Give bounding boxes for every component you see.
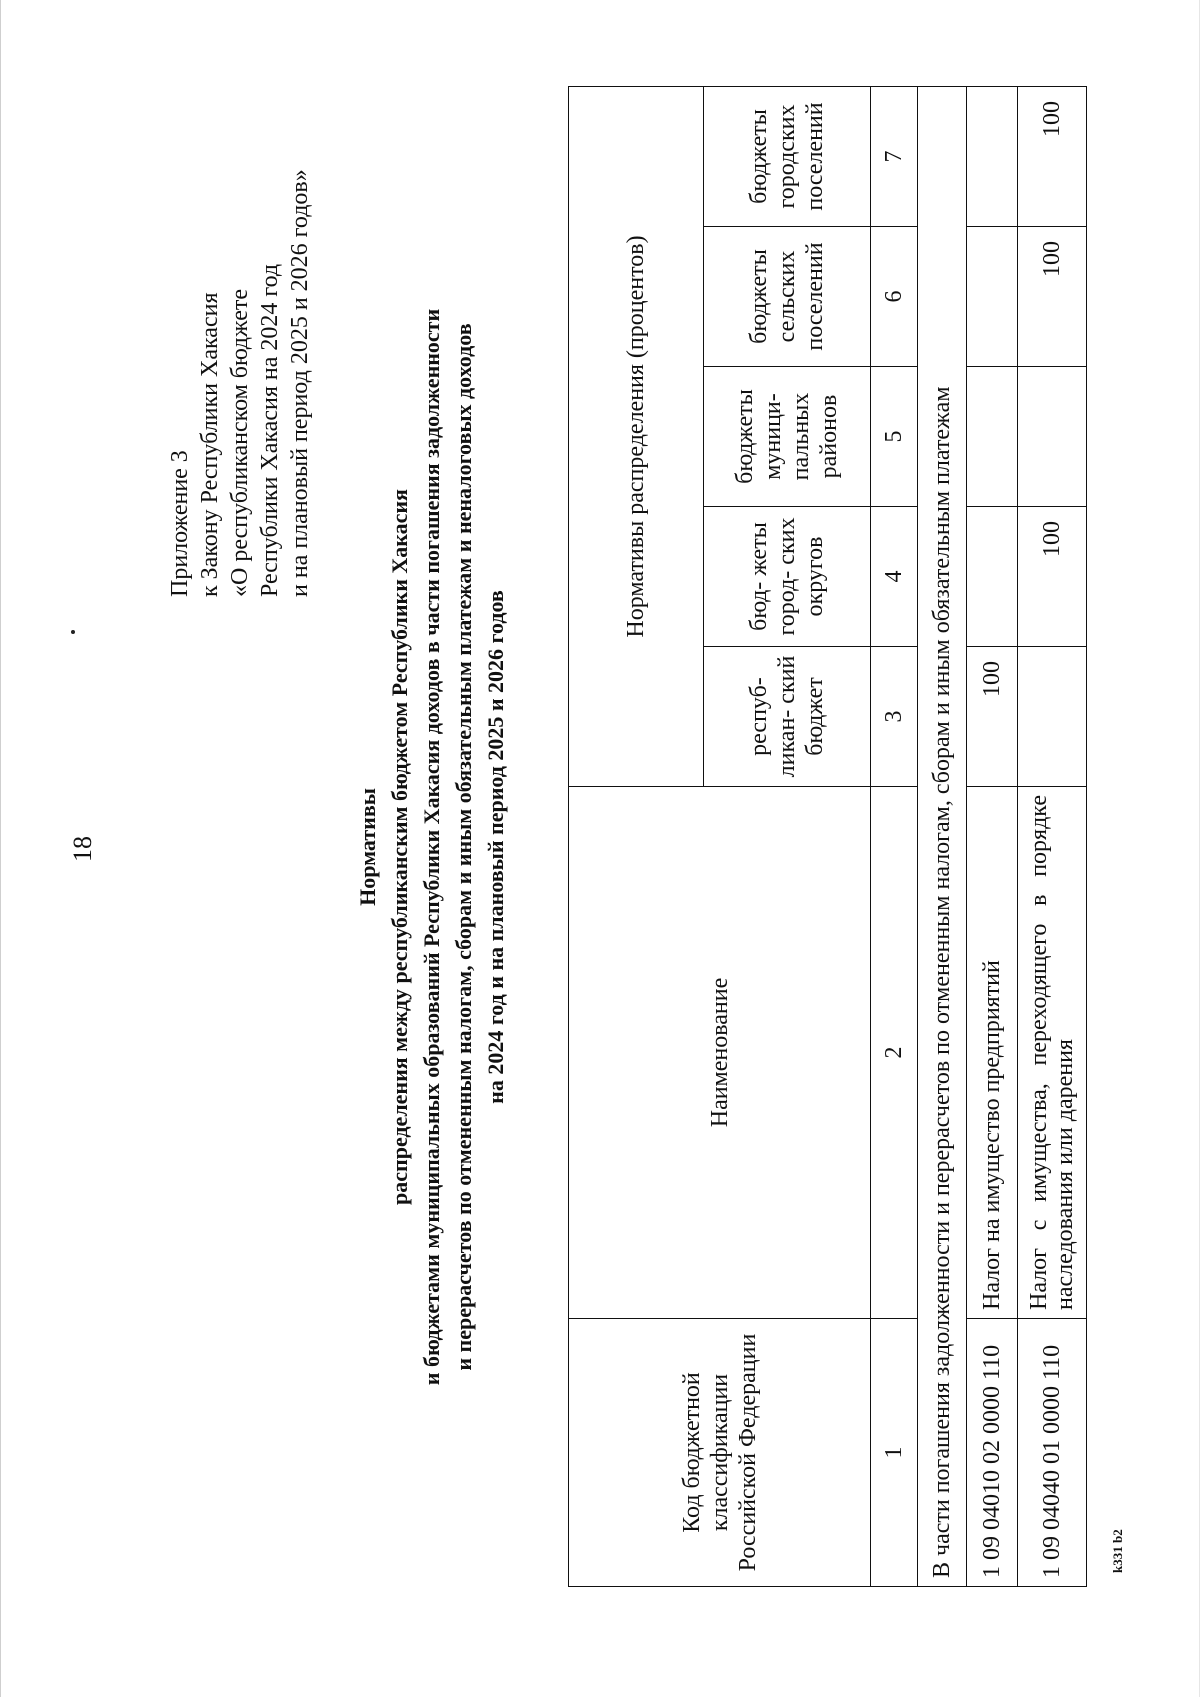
annex-caption: [165, 37, 315, 597]
header-urban-settlements: бюджеты городских поселений: [704, 86, 871, 226]
header-rural-settlements: бюджеты сельских поселений: [704, 227, 871, 367]
header-name: Наименование: [569, 787, 871, 1319]
table-row: [1018, 86, 1087, 1586]
header-norms-group: Нормативы распределения (процентов): [569, 86, 704, 786]
column-number: 2: [871, 787, 918, 1319]
header-code: Код бюджетной классификации Российской Федерации: [569, 1319, 871, 1587]
section-title: В части погашения задолженности и перерасчетов по отмененным налогам, сборам и иным обязательным платежам: [918, 86, 967, 1586]
header-municipal-districts: бюджеты муници- пальных районов: [704, 367, 871, 507]
table-row: [967, 86, 1018, 1586]
annex-line: и на плановый период 2025 и 2026 годов»: [287, 169, 313, 597]
title-heading: Нормативы: [355, 788, 380, 906]
column-number: 1: [871, 1319, 918, 1587]
row-city-districts: 100: [1018, 507, 1087, 647]
column-number: 7: [871, 86, 918, 226]
row-municipal-districts: [967, 367, 1018, 507]
document-code: k331 b2: [1110, 1529, 1125, 1573]
title-line: и бюджетами муниципальных образований Республики Хакасия доходов в части погашения задолженности: [419, 308, 444, 1386]
table-header-row: [569, 86, 704, 1586]
norms-table: [568, 86, 1087, 1587]
column-number: 5: [871, 367, 918, 507]
annex-line: «О республиканском бюджете: [227, 288, 253, 597]
column-number-row: [871, 86, 918, 1586]
title-line: на 2024 год и на плановый период 2025 и 2026 годов: [483, 590, 508, 1104]
row-rural-settlements: [967, 227, 1018, 367]
section-row: [918, 86, 967, 1586]
header-republic: респуб- ликан- ский бюджет: [704, 647, 871, 787]
title-line: и перерасчетов по отмененным налогам, сборам и иным обязательным платежам и неналоговых доходов: [451, 323, 476, 1371]
row-city-districts: [967, 507, 1018, 647]
annex-line: Приложение 3: [167, 450, 193, 597]
row-name: Налог на имущество предприятий: [967, 787, 1018, 1319]
row-municipal-districts: [1018, 367, 1087, 507]
row-urban-settlements: [967, 86, 1018, 226]
row-code: 1 09 04040 01 0000 110: [1018, 1319, 1087, 1587]
column-number: 3: [871, 647, 918, 787]
row-republic: [1018, 647, 1087, 787]
row-name: Налог с имущества, переходящего в порядке наследования или дарения: [1018, 787, 1087, 1319]
column-number: 6: [871, 227, 918, 367]
header-city-districts: бюд- жеты город- ских округов: [704, 507, 871, 647]
annex-line: к Закону Республики Хакасия: [197, 292, 223, 597]
row-republic: 100: [967, 647, 1018, 787]
document-title: [352, 282, 512, 1412]
annex-line: Республики Хакасия на 2024 год: [257, 263, 283, 597]
column-number: 4: [871, 507, 918, 647]
row-code: 1 09 04010 02 0000 110: [967, 1319, 1018, 1587]
page-number: 18: [68, 836, 97, 862]
row-rural-settlements: 100: [1018, 227, 1087, 367]
title-line: распределения между республиканским бюджетом Республики Хакасия: [387, 489, 412, 1205]
row-urban-settlements: 100: [1018, 86, 1087, 226]
